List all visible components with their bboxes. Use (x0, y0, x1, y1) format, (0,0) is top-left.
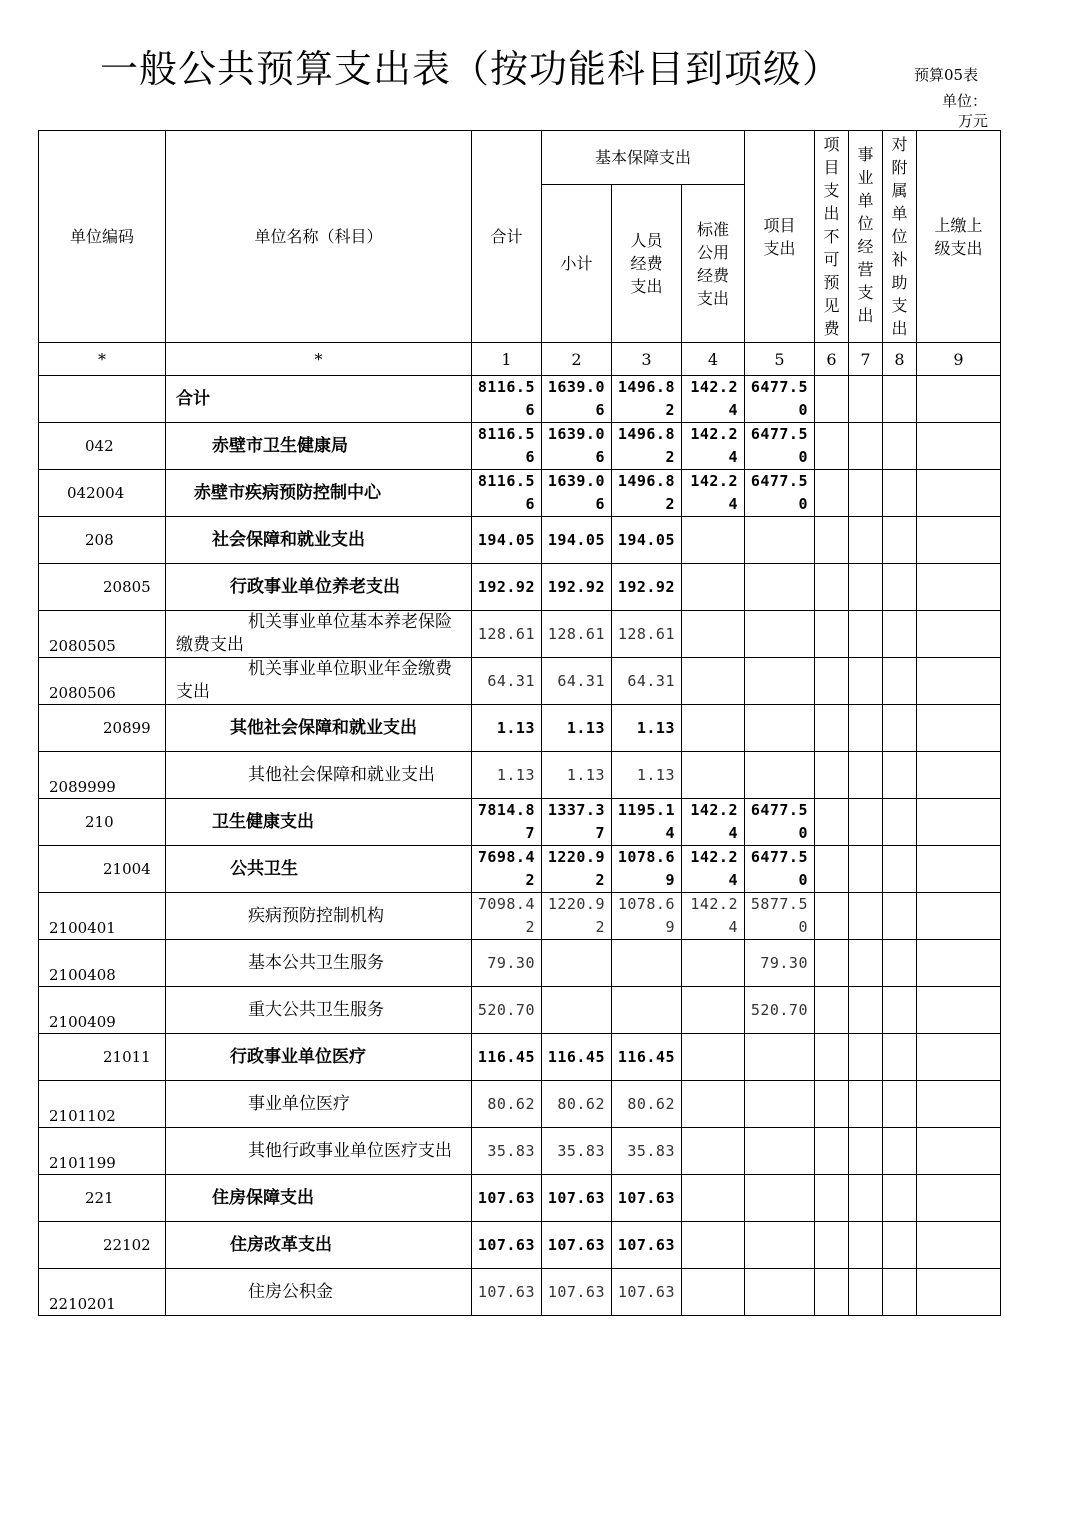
cell-empty (883, 564, 917, 611)
row-name: 基本公共卫生服务 (166, 940, 472, 987)
cell-project (745, 1034, 815, 1081)
cell-subtotal: 128.61 (542, 611, 612, 658)
cell-empty (849, 470, 883, 517)
table-row (39, 1269, 1001, 1316)
cell-public (682, 705, 745, 752)
cell-empty (849, 1269, 883, 1316)
cell-empty (883, 470, 917, 517)
header-basic-group: 基本保障支出 (542, 131, 745, 185)
table-row (39, 893, 1001, 940)
cell-public: 142.24 (682, 893, 745, 940)
cell-total: 8116.56 (472, 423, 542, 470)
cell-empty (917, 1034, 1001, 1081)
cell-personnel: 1496.82 (612, 423, 682, 470)
cell-subtotal: 1.13 (542, 752, 612, 799)
cell-empty (815, 470, 849, 517)
row-name: 机关事业单位基本养老保险缴费支出 (166, 611, 472, 658)
cell-empty (849, 987, 883, 1034)
header-code: 单位编码 (39, 131, 166, 343)
cell-personnel: 35.83 (612, 1128, 682, 1175)
row-name: 疾病预防控制机构 (166, 893, 472, 940)
cell-empty (917, 1175, 1001, 1222)
cell-project (745, 1081, 815, 1128)
cell-personnel (612, 940, 682, 987)
cell-empty (883, 893, 917, 940)
cell-empty (917, 658, 1001, 705)
cell-project (745, 1175, 815, 1222)
cell-subtotal: 1.13 (542, 705, 612, 752)
cell-empty (883, 705, 917, 752)
cell-empty (849, 893, 883, 940)
cell-personnel: 194.05 (612, 517, 682, 564)
row-name: 其他行政事业单位医疗支出 (166, 1128, 472, 1175)
cell-personnel: 1078.69 (612, 893, 682, 940)
cell-empty (849, 1128, 883, 1175)
row-code: 210 (39, 799, 166, 846)
cell-empty (883, 846, 917, 893)
cell-empty (883, 376, 917, 423)
cell-public (682, 1081, 745, 1128)
cell-project (745, 1269, 815, 1316)
cell-project (745, 517, 815, 564)
header-total: 合计 (472, 131, 542, 343)
header-business: 事业单位经营支出 (849, 131, 883, 343)
cell-project: 79.30 (745, 940, 815, 987)
cell-project (745, 611, 815, 658)
cell-empty (917, 611, 1001, 658)
cell-empty (883, 423, 917, 470)
cell-empty (883, 940, 917, 987)
cell-empty (883, 1175, 917, 1222)
cell-public (682, 1175, 745, 1222)
cell-total: 1.13 (472, 705, 542, 752)
cell-subtotal: 1639.06 (542, 376, 612, 423)
table-row (39, 752, 1001, 799)
table-row (39, 1175, 1001, 1222)
cell-subtotal: 192.92 (542, 564, 612, 611)
cell-project: 520.70 (745, 987, 815, 1034)
row-code: 2100409 (39, 987, 166, 1034)
cell-public (682, 517, 745, 564)
cell-empty (849, 1081, 883, 1128)
cell-subtotal: 80.62 (542, 1081, 612, 1128)
header-project: 项目支出 (745, 131, 815, 343)
cell-subtotal: 107.63 (542, 1269, 612, 1316)
header-public: 标准公用经费支出 (682, 185, 745, 343)
cell-empty (849, 423, 883, 470)
cell-subtotal: 64.31 (542, 658, 612, 705)
form-number: 预算05表 (914, 66, 979, 84)
cell-empty (849, 1034, 883, 1081)
cell-public (682, 1034, 745, 1081)
cell-total: 194.05 (472, 517, 542, 564)
cell-personnel: 1.13 (612, 752, 682, 799)
cell-personnel: 1496.82 (612, 376, 682, 423)
cell-empty (815, 846, 849, 893)
cell-subtotal (542, 987, 612, 1034)
cell-empty (815, 987, 849, 1034)
cell-subtotal: 107.63 (542, 1175, 612, 1222)
cell-empty (849, 376, 883, 423)
row-name: 赤壁市卫生健康局 (166, 423, 472, 470)
cell-personnel: 192.92 (612, 564, 682, 611)
row-code: 2089999 (39, 752, 166, 799)
cell-subtotal (542, 940, 612, 987)
cell-empty (815, 423, 849, 470)
cell-empty (883, 517, 917, 564)
cell-subtotal: 194.05 (542, 517, 612, 564)
cell-public (682, 987, 745, 1034)
cell-public (682, 1128, 745, 1175)
cell-subtotal: 1639.06 (542, 423, 612, 470)
header-subsidy: 对附属单位补助支出 (883, 131, 917, 343)
row-name: 合计 (166, 376, 472, 423)
cell-public: 142.24 (682, 799, 745, 846)
cell-personnel: 1195.14 (612, 799, 682, 846)
header-subtotal: 小计 (542, 185, 612, 343)
cell-total: 7698.42 (472, 846, 542, 893)
cell-empty (815, 517, 849, 564)
cell-project: 6477.50 (745, 846, 815, 893)
column-index-cell: 1 (472, 343, 542, 376)
cell-project (745, 752, 815, 799)
cell-empty (917, 987, 1001, 1034)
row-code: 042004 (39, 470, 166, 517)
cell-empty (815, 1175, 849, 1222)
cell-subtotal: 107.63 (542, 1222, 612, 1269)
row-name: 社会保障和就业支出 (166, 517, 472, 564)
cell-total: 116.45 (472, 1034, 542, 1081)
cell-empty (917, 1269, 1001, 1316)
cell-personnel: 80.62 (612, 1081, 682, 1128)
row-code (39, 376, 166, 423)
cell-empty (849, 564, 883, 611)
table-row (39, 564, 1001, 611)
cell-empty (917, 517, 1001, 564)
header-remit: 上缴上级支出 (917, 131, 1001, 343)
row-name: 住房改革支出 (166, 1222, 472, 1269)
cell-empty (815, 799, 849, 846)
cell-total: 8116.56 (472, 376, 542, 423)
table-row (39, 376, 1001, 423)
row-code: 2100401 (39, 893, 166, 940)
cell-empty (849, 705, 883, 752)
header-personnel: 人员经费支出 (612, 185, 682, 343)
cell-total: 35.83 (472, 1128, 542, 1175)
cell-project: 6477.50 (745, 423, 815, 470)
column-index-row (39, 343, 1001, 376)
cell-public: 142.24 (682, 846, 745, 893)
column-index-cell: 4 (682, 343, 745, 376)
cell-empty (849, 611, 883, 658)
cell-subtotal: 116.45 (542, 1034, 612, 1081)
row-name: 卫生健康支出 (166, 799, 472, 846)
table-row (39, 1128, 1001, 1175)
cell-empty (815, 893, 849, 940)
cell-empty (849, 658, 883, 705)
cell-empty (815, 564, 849, 611)
cell-total: 107.63 (472, 1222, 542, 1269)
cell-empty (815, 611, 849, 658)
cell-empty (917, 752, 1001, 799)
cell-empty (815, 940, 849, 987)
cell-empty (815, 658, 849, 705)
cell-total: 80.62 (472, 1081, 542, 1128)
cell-subtotal: 1337.37 (542, 799, 612, 846)
cell-personnel: 1496.82 (612, 470, 682, 517)
cell-empty (815, 752, 849, 799)
cell-empty (815, 1034, 849, 1081)
row-name: 住房公积金 (166, 1269, 472, 1316)
cell-personnel: 1.13 (612, 705, 682, 752)
cell-empty (917, 1128, 1001, 1175)
cell-empty (883, 1269, 917, 1316)
cell-empty (815, 705, 849, 752)
row-code: 20805 (39, 564, 166, 611)
table-row (39, 423, 1001, 470)
row-code: 042 (39, 423, 166, 470)
table-row (39, 517, 1001, 564)
cell-empty (849, 1222, 883, 1269)
row-code: 208 (39, 517, 166, 564)
cell-public (682, 611, 745, 658)
cell-project: 5877.50 (745, 893, 815, 940)
cell-empty (917, 799, 1001, 846)
unit-value: 万元 (958, 112, 989, 130)
cell-public (682, 564, 745, 611)
cell-total: 8116.56 (472, 470, 542, 517)
cell-empty (917, 1081, 1001, 1128)
cell-empty (849, 940, 883, 987)
column-index-cell: * (166, 343, 472, 376)
row-code: 2210201 (39, 1269, 166, 1316)
cell-empty (883, 1034, 917, 1081)
cell-public: 142.24 (682, 376, 745, 423)
table-row (39, 1034, 1001, 1081)
cell-empty (883, 1222, 917, 1269)
table-row (39, 1081, 1001, 1128)
cell-total: 192.92 (472, 564, 542, 611)
table-row (39, 658, 1001, 705)
cell-total: 64.31 (472, 658, 542, 705)
row-name: 赤壁市疾病预防控制中心 (166, 470, 472, 517)
cell-total: 7814.87 (472, 799, 542, 846)
cell-empty (883, 987, 917, 1034)
cell-personnel: 1078.69 (612, 846, 682, 893)
row-name: 住房保障支出 (166, 1175, 472, 1222)
row-name: 事业单位医疗 (166, 1081, 472, 1128)
cell-personnel: 107.63 (612, 1222, 682, 1269)
cell-empty (917, 846, 1001, 893)
table-row (39, 611, 1001, 658)
cell-empty (815, 1222, 849, 1269)
table-row (39, 940, 1001, 987)
header-unforeseen: 项目支出不可预见费 (815, 131, 849, 343)
cell-empty (917, 376, 1001, 423)
row-name: 其他社会保障和就业支出 (166, 705, 472, 752)
cell-public: 142.24 (682, 470, 745, 517)
row-code: 22102 (39, 1222, 166, 1269)
cell-empty (883, 799, 917, 846)
cell-total: 79.30 (472, 940, 542, 987)
column-index-cell: 5 (745, 343, 815, 376)
row-code: 21004 (39, 846, 166, 893)
cell-public: 142.24 (682, 423, 745, 470)
row-name: 其他社会保障和就业支出 (166, 752, 472, 799)
cell-empty (883, 1128, 917, 1175)
cell-empty (849, 752, 883, 799)
cell-empty (917, 940, 1001, 987)
row-code: 2101199 (39, 1128, 166, 1175)
row-code: 2080505 (39, 611, 166, 658)
cell-empty (917, 893, 1001, 940)
cell-subtotal: 35.83 (542, 1128, 612, 1175)
column-index-cell: 3 (612, 343, 682, 376)
cell-public (682, 752, 745, 799)
cell-empty (815, 1081, 849, 1128)
cell-subtotal: 1220.92 (542, 846, 612, 893)
table-row (39, 846, 1001, 893)
cell-personnel: 116.45 (612, 1034, 682, 1081)
cell-public (682, 1222, 745, 1269)
cell-subtotal: 1639.06 (542, 470, 612, 517)
cell-empty (849, 517, 883, 564)
cell-empty (849, 1175, 883, 1222)
row-name: 机关事业单位职业年金缴费支出 (166, 658, 472, 705)
row-code: 20899 (39, 705, 166, 752)
cell-project: 6477.50 (745, 376, 815, 423)
cell-project (745, 705, 815, 752)
cell-total: 1.13 (472, 752, 542, 799)
unit-label: 单位： (942, 92, 988, 110)
cell-empty (883, 752, 917, 799)
cell-public (682, 1269, 745, 1316)
row-name: 行政事业单位养老支出 (166, 564, 472, 611)
row-code: 2100408 (39, 940, 166, 987)
cell-empty (917, 1222, 1001, 1269)
cell-personnel: 107.63 (612, 1175, 682, 1222)
cell-empty (917, 470, 1001, 517)
cell-subtotal: 1220.92 (542, 893, 612, 940)
cell-public (682, 658, 745, 705)
cell-project (745, 658, 815, 705)
cell-empty (849, 846, 883, 893)
row-code: 21011 (39, 1034, 166, 1081)
cell-personnel (612, 987, 682, 1034)
cell-total: 128.61 (472, 611, 542, 658)
column-index-cell: 8 (883, 343, 917, 376)
cell-empty (849, 799, 883, 846)
column-index-cell: 2 (542, 343, 612, 376)
cell-total: 107.63 (472, 1175, 542, 1222)
table-row (39, 799, 1001, 846)
table-row (39, 705, 1001, 752)
row-name: 公共卫生 (166, 846, 472, 893)
row-name: 重大公共卫生服务 (166, 987, 472, 1034)
cell-empty (883, 658, 917, 705)
cell-empty (883, 611, 917, 658)
cell-empty (917, 564, 1001, 611)
cell-empty (917, 705, 1001, 752)
cell-personnel: 107.63 (612, 1269, 682, 1316)
table-body (39, 376, 1001, 1316)
cell-empty (883, 1081, 917, 1128)
row-code: 2080506 (39, 658, 166, 705)
table-row (39, 987, 1001, 1034)
row-name: 行政事业单位医疗 (166, 1034, 472, 1081)
cell-project (745, 1222, 815, 1269)
column-index-cell: 7 (849, 343, 883, 376)
cell-empty (917, 423, 1001, 470)
budget-table (38, 130, 1001, 1316)
page-title: 一般公共预算支出表（按功能科目到项级） (100, 47, 842, 91)
column-index-cell: 6 (815, 343, 849, 376)
cell-project: 6477.50 (745, 470, 815, 517)
header-name: 单位名称（科目） (166, 131, 472, 343)
cell-personnel: 128.61 (612, 611, 682, 658)
cell-empty (815, 1128, 849, 1175)
row-code: 2101102 (39, 1081, 166, 1128)
table-row (39, 470, 1001, 517)
cell-total: 7098.42 (472, 893, 542, 940)
column-index-cell: 9 (917, 343, 1001, 376)
cell-project (745, 564, 815, 611)
cell-project: 6477.50 (745, 799, 815, 846)
cell-public (682, 940, 745, 987)
cell-total: 520.70 (472, 987, 542, 1034)
cell-empty (815, 1269, 849, 1316)
row-code: 221 (39, 1175, 166, 1222)
cell-total: 107.63 (472, 1269, 542, 1316)
column-index-cell: * (39, 343, 166, 376)
cell-project (745, 1128, 815, 1175)
cell-personnel: 64.31 (612, 658, 682, 705)
table-row (39, 1222, 1001, 1269)
cell-empty (815, 376, 849, 423)
